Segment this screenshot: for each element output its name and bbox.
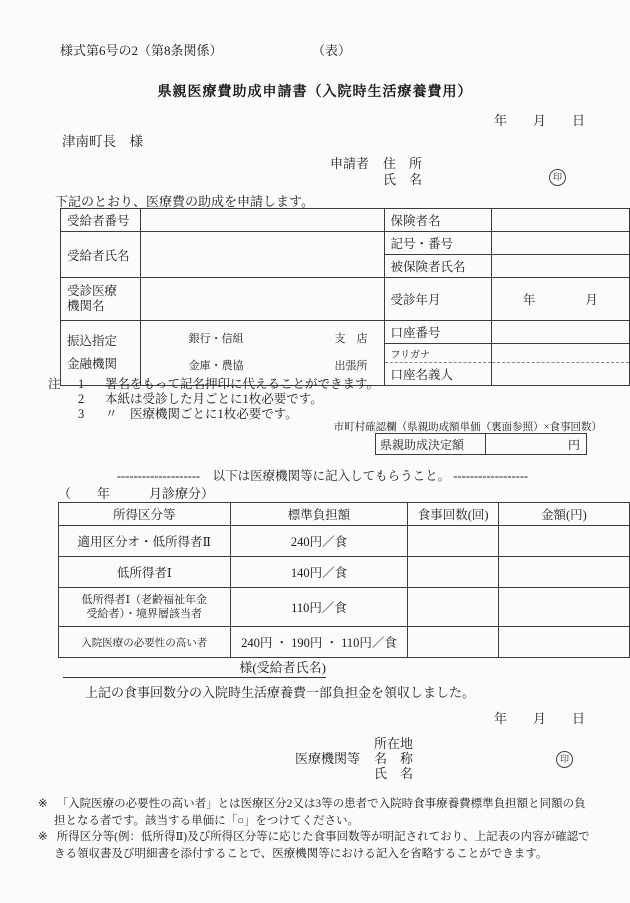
bank-branch-1: 支 店 <box>334 333 368 345</box>
footnote-text: 所得区分等(例：低所得Ⅱ)及び所得区分等に応じた食事回数等が明記されており、上記表の内容が確認できる領収書及び明細書を添付することで、医療機関等における記入を省略することができます。 <box>54 831 590 860</box>
furigana-label: フリガナ <box>384 344 491 363</box>
institution-address-label: 所在地 <box>374 736 414 751</box>
recipient-number-label: 受給者番号 <box>61 209 141 232</box>
burden-table <box>58 502 630 658</box>
account-number-field <box>491 321 629 344</box>
burden-header-total: 金額(円) <box>498 503 629 526</box>
treatment-month-line: （ 年 月診療分） <box>58 486 215 501</box>
addressee: 津南町長 様 <box>62 134 143 149</box>
meals-field <box>408 588 498 627</box>
receipt-statement: 上記の食事回数分の入院時生活療養費一部負担金を領収しました。 <box>85 685 476 700</box>
meals-field <box>408 526 498 557</box>
account-holder-field <box>491 363 629 386</box>
bank-type-2: 金庫・農協 <box>188 360 244 372</box>
form-id: 様式第6号の2（第8条関係） <box>60 43 223 58</box>
insurer-name-label: 保険者名 <box>384 209 491 232</box>
receipt-date-line: 年 月 日 <box>493 711 585 726</box>
application-table <box>60 208 630 386</box>
notes-marker: 注 <box>48 377 61 391</box>
sheet-side-label: （表） <box>312 43 352 58</box>
institution-seal-icon: 印 <box>556 751 573 768</box>
burden-category: 低所得者Ⅰ <box>59 557 231 588</box>
footnote-1 <box>38 796 595 829</box>
table-row <box>59 627 630 658</box>
bank-type-field <box>140 321 384 386</box>
recipient-number-field <box>140 209 384 232</box>
note-1-text: 署名をもって記名押印に代えることができます。 <box>105 377 380 391</box>
notes-list <box>48 377 379 422</box>
footnote-2 <box>38 829 595 862</box>
table-row <box>59 557 630 588</box>
total-field <box>498 526 629 557</box>
footnotes <box>38 796 595 862</box>
institution-label: 医療機関等 <box>295 751 361 766</box>
footnote-marker: ※ <box>38 831 48 843</box>
bank-branch-2: 出張所 <box>334 360 368 372</box>
account-number-label: 口座番号 <box>384 321 491 344</box>
symbol-number-field <box>491 232 629 255</box>
municipal-confirmation-caption: 市町村確認欄（県親助成額単価（裏面参照）×食事回数） <box>333 422 602 433</box>
burden-amount: 110円／食 <box>230 588 408 627</box>
applicant-block <box>330 156 422 188</box>
page-title: 県親医療費助成申請書（入院時生活療養費用） <box>157 85 473 100</box>
applicant-seal-icon: 印 <box>549 169 566 186</box>
meals-field <box>408 627 498 658</box>
burden-category: 適用区分オ・低所得者Ⅱ <box>59 526 231 557</box>
burden-header-meals: 食事回数(回) <box>408 503 498 526</box>
account-holder-label: 口座名義人 <box>384 363 491 386</box>
visit-month-label: 受診年月 <box>384 278 491 321</box>
medical-institution-field <box>140 278 384 321</box>
note-2-number: 2 <box>78 392 85 406</box>
burden-header-amount: 標準負担額 <box>230 503 408 526</box>
institution-name-label: 名 称 <box>374 751 414 766</box>
institution-block <box>295 736 413 781</box>
intro-text: 下記のとおり、医療費の助成を申請します。 <box>55 194 314 209</box>
meals-field <box>408 557 498 588</box>
furigana-field <box>491 344 629 363</box>
footnote-marker: ※ <box>38 798 48 810</box>
application-date-line: 年 月 日 <box>493 113 585 128</box>
bank-type-1: 銀行・信組 <box>188 333 244 345</box>
recipient-name-label: 受給者氏名 <box>61 232 141 278</box>
visit-month-field: 年 月 <box>491 278 629 321</box>
section-divider: -------------------- 以下は医療機関等に記入してもらうこと。 ------------------ <box>116 469 529 483</box>
symbol-number-label: 記号・番号 <box>384 232 491 255</box>
burden-category: 入院医療の必要性の高い者 <box>59 627 231 658</box>
burden-amount: 140円／食 <box>230 557 408 588</box>
bank-transfer-label: 振込指定 金融機関 <box>61 321 141 386</box>
burden-category: 低所得者Ⅰ（老齢福祉年金 受給者）・境界層該当者 <box>59 588 231 627</box>
burden-amount: 240円／食 <box>230 526 408 557</box>
recipient-name-line: 様(受給者氏名) <box>63 657 326 678</box>
table-row <box>59 526 630 557</box>
total-field <box>498 627 629 658</box>
institution-person-label: 氏 名 <box>374 766 414 781</box>
medical-institution-label: 受診医療 機関名 <box>61 278 141 321</box>
insured-person-name-field <box>491 255 629 278</box>
total-field <box>498 557 629 588</box>
total-field <box>498 588 629 627</box>
applicant-name-label: 氏 名 <box>383 172 423 187</box>
insured-person-name-label: 被保険者氏名 <box>384 255 491 278</box>
insurer-name-field <box>491 209 629 232</box>
burden-header-category: 所得区分等 <box>59 503 231 526</box>
footnote-text: 「入院医療の必要性の高い者」とは医療区分2又は3等の患者で入院時食事療養費標準負担額と同額の負担となる者です。該当する単価に「○」をつけてください。 <box>54 798 586 827</box>
note-3-number: 3 <box>78 407 85 421</box>
note-3-text: 〃 医療機関ごとに1枚必要です。 <box>105 407 298 421</box>
note-2-text: 本紙は受診した月ごとに1枚必要です。 <box>105 392 323 406</box>
applicant-address-label: 住 所 <box>383 156 423 171</box>
burden-amount: 240円 ・ 190円 ・ 110円／食 <box>230 627 408 658</box>
subsidy-decision-field: 円 <box>486 434 587 455</box>
applicant-label: 申請者 <box>330 156 370 171</box>
note-1-number: 1 <box>78 377 85 391</box>
subsidy-decision-table <box>375 433 587 455</box>
table-row <box>59 588 630 627</box>
subsidy-decision-label: 県親助成決定額 <box>376 434 486 455</box>
recipient-name-field <box>140 232 384 278</box>
